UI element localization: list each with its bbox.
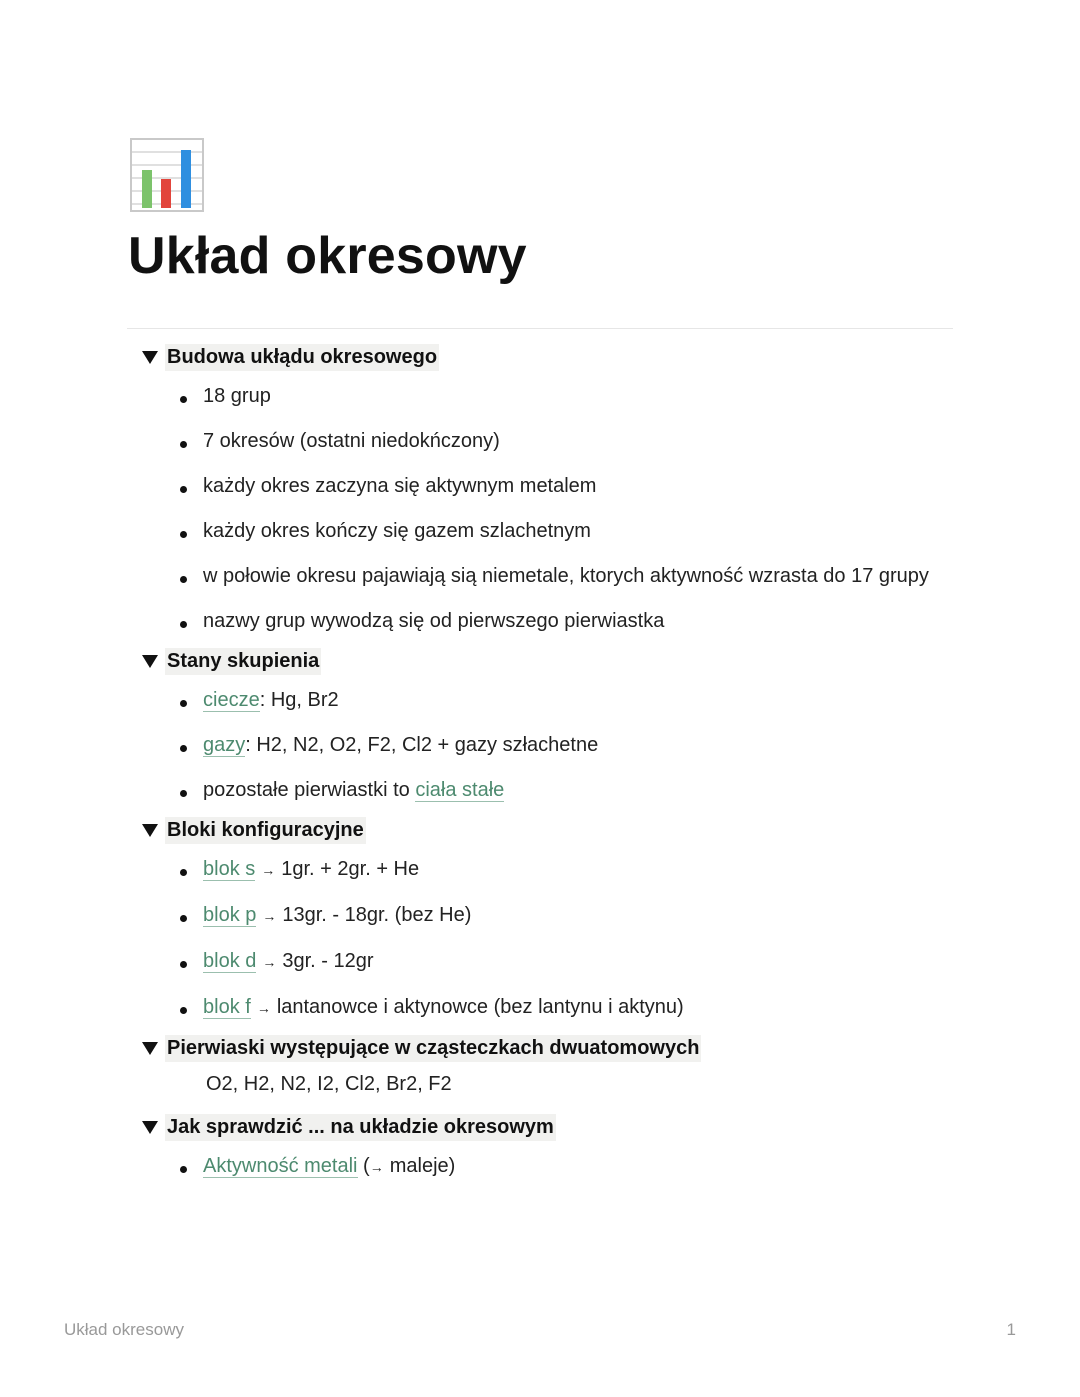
- section-title: Bloki konfiguracyjne: [165, 817, 366, 844]
- bullet-list: [140, 374, 940, 644]
- triangle-down-icon[interactable]: [142, 1121, 158, 1134]
- toggle-section-bloki: [140, 813, 940, 1031]
- section-title: Pierwiaski występujące w cząsteczkach dwuatomowych: [165, 1035, 701, 1062]
- link-blok-s[interactable]: blok s: [203, 858, 256, 880]
- section-title: Jak sprawdzić ... na układzie okresowym: [165, 1114, 556, 1141]
- list-item: blok p → 13gr. - 18gr. (bez He): [140, 893, 940, 939]
- list-item: blok s → 1gr. + 2gr. + He: [140, 847, 940, 893]
- bullet-list: [140, 678, 940, 813]
- page-title: Układ okresowy: [128, 227, 527, 285]
- list-item: Aktywność metali (→ maleje): [140, 1144, 940, 1190]
- toggle-header[interactable]: [140, 644, 940, 678]
- list-item: każdy okres zaczyna się aktywnym metalem: [140, 464, 940, 509]
- list-item: blok d → 3gr. - 12gr: [140, 939, 940, 985]
- link-ciala-stale[interactable]: ciała stałe: [415, 779, 505, 801]
- link-blok-p[interactable]: blok p: [203, 904, 257, 926]
- list-item: gazy: H2, N2, O2, F2, Cl2 + gazy szłachetne: [140, 723, 940, 768]
- arrow-right-icon: →: [256, 1000, 271, 1016]
- bullet-list: [140, 1144, 940, 1190]
- list-item: ciecze: Hg, Br2: [140, 678, 940, 723]
- toggle-header[interactable]: [140, 340, 940, 374]
- arrow-right-icon: →: [262, 954, 277, 970]
- list-item: 7 okresów (ostatni niedokńczony): [140, 419, 940, 464]
- list-item: nazwy grup wywodzą się od pierwszego pierwiastka: [140, 599, 940, 644]
- arrow-right-icon: →: [261, 862, 276, 878]
- triangle-down-icon[interactable]: [142, 824, 158, 837]
- list-item: blok f → lantanowce i aktynowce (bez lantynu i aktynu): [140, 985, 940, 1031]
- page-content: [140, 340, 940, 1190]
- title-divider: [127, 328, 953, 329]
- footer-title: Układ okresowy: [64, 1320, 184, 1339]
- triangle-down-icon[interactable]: [142, 351, 158, 364]
- triangle-down-icon[interactable]: [142, 655, 158, 668]
- link-blok-f[interactable]: blok f: [203, 996, 251, 1018]
- arrow-right-icon: →: [262, 908, 277, 924]
- section-title: Budowa ukłądu okresowego: [165, 344, 439, 371]
- toggle-section-budowa: [140, 340, 940, 644]
- link-blok-d[interactable]: blok d: [203, 950, 257, 972]
- toggle-section-dwuatomowe: [140, 1031, 940, 1110]
- arrow-right-icon: →: [369, 1159, 384, 1175]
- toggle-header[interactable]: [140, 1031, 940, 1065]
- toggle-section-jak-sprawdzic: [140, 1110, 940, 1190]
- toggle-header[interactable]: [140, 813, 940, 847]
- list-item: 18 grup: [140, 374, 940, 419]
- page-number: 1: [1006, 1320, 1016, 1339]
- list-item: pozostałe pierwiastki to ciała stałe: [140, 768, 940, 813]
- paragraph: O2, H2, N2, I2, Cl2, Br2, F2: [206, 1073, 452, 1095]
- link-aktywnosc-metali[interactable]: Aktywność metali: [203, 1155, 358, 1177]
- section-title: Stany skupienia: [165, 648, 321, 675]
- bullet-list: [140, 847, 940, 1031]
- list-item: każdy okres kończy się gazem szlachetnym: [140, 509, 940, 554]
- toggle-header[interactable]: [140, 1110, 940, 1144]
- link-gazy[interactable]: gazy: [203, 734, 246, 756]
- link-ciecze[interactable]: ciecze: [203, 689, 260, 711]
- toggle-section-stany-skupienia: [140, 644, 940, 813]
- list-item: w połowie okresu pajawiają sią niemetale, ktorych aktywność wzrasta do 17 grupy: [140, 554, 940, 599]
- triangle-down-icon[interactable]: [142, 1042, 158, 1055]
- bar-chart-icon: [130, 138, 204, 212]
